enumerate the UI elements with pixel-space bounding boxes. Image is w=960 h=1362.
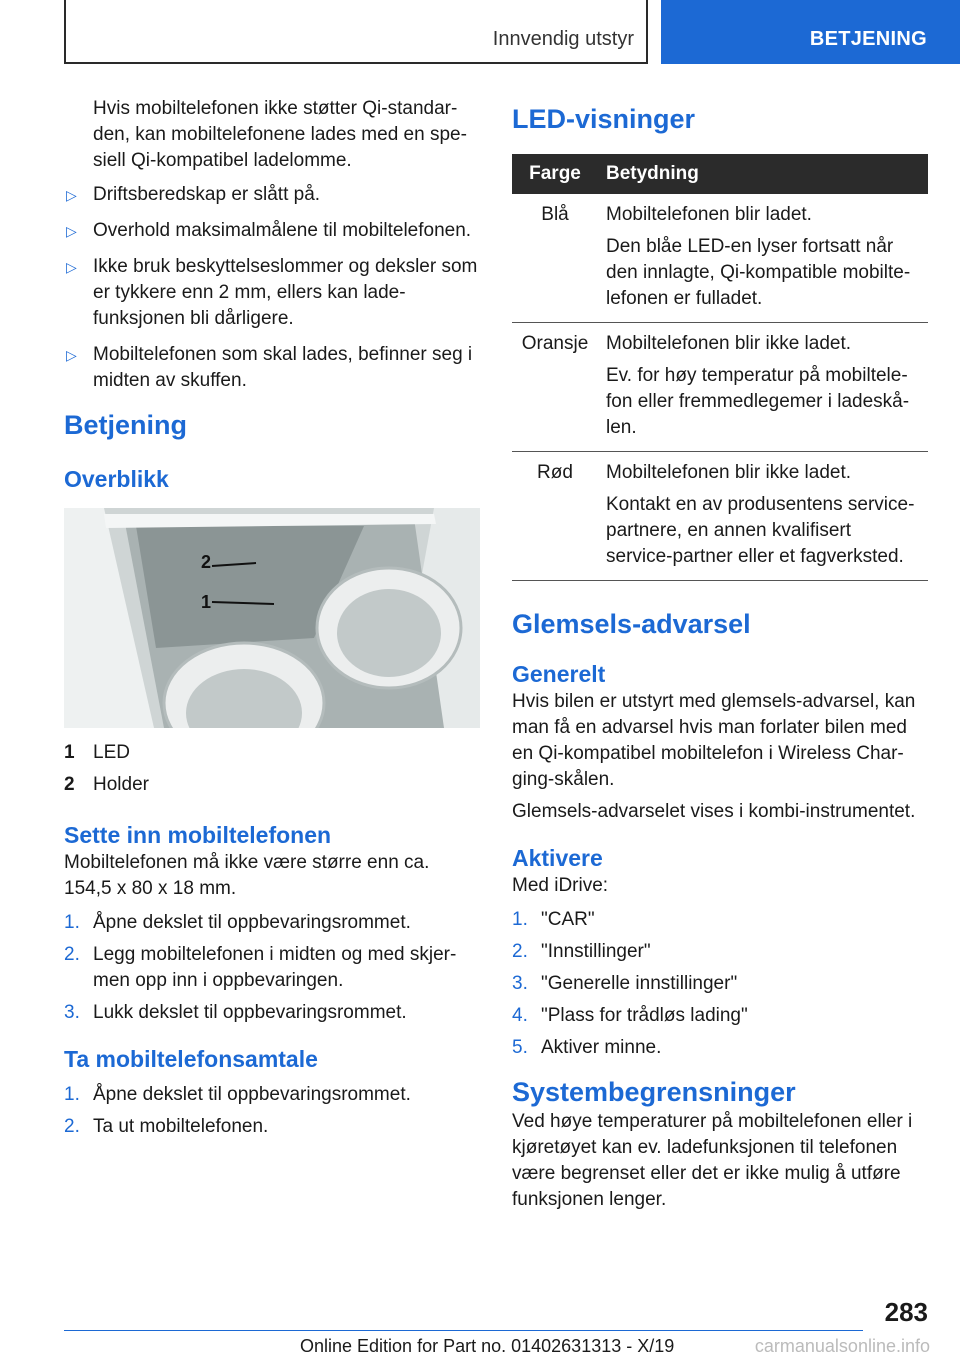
list-item: ▷ Mobiltelefonen som skal lades, befinner seg i midten av skuffen. — [66, 344, 473, 391]
list-item: ▷ Driftsberedskap er slått på. — [64, 182, 478, 208]
column-header-farge: Farge — [512, 154, 598, 194]
column-header-betydning: Betydning — [598, 154, 928, 194]
heading-generelt: Generelt — [512, 661, 606, 687]
triangle-bullet-icon: ▷ — [66, 259, 77, 275]
requirements-list — [64, 182, 478, 394]
table-header-row — [512, 154, 928, 194]
charging-tray-drawing — [64, 508, 480, 728]
heading-overblikk: Overblikk — [64, 466, 169, 492]
triangle-bullet-icon: ▷ — [66, 347, 77, 363]
figure-callout-2: 2 — [201, 552, 212, 572]
list-item: 1. "CAR" — [512, 909, 595, 930]
list-item: 5. Aktiver minne. — [512, 1037, 662, 1058]
call-steps — [64, 1082, 478, 1140]
charging-tray-illustration — [64, 508, 480, 728]
heading-sette-inn: Sette inn mobiltelefonen — [64, 822, 332, 848]
list-item: 2. Ta ut mobiltelefonen. — [64, 1116, 269, 1137]
size-paragraph: Mobiltelefonen må ikke være større enn ca. 154,5 x 80 x 18 mm. — [64, 852, 430, 899]
list-item: 2. Legg mobiltelefonen i midten og med skjer-men opp inn i oppbevaringen. — [64, 944, 457, 991]
heading-systembegrensninger: Systembegrensninger — [512, 1077, 796, 1107]
generelt-paragraph-1: Hvis bilen er utstyrt med glemsels-advarsel, kan man få en advarsel hvis man forlater bilen med en Qi-kompatibel mobiltelefon i Wireless Char-ging-skålen. — [512, 691, 916, 790]
heading-aktivere: Aktivere — [512, 845, 603, 871]
table-row: Oransje Mobiltelefonen blir ikke ladet. Ev. for høy temperatur på mobiltele-fon eller fremmedlegemer i ladeskå-len. — [512, 323, 928, 452]
legend-row: 1 LED — [64, 742, 130, 763]
page-number: 283 — [884, 1297, 928, 1327]
watermark: carmanualsonline.info — [754, 1336, 930, 1356]
insert-steps — [64, 910, 478, 1026]
led-table — [512, 154, 928, 581]
list-item: ▷ Ikke bruk beskyttelseslommer og deksler som er tykkere enn 2 mm, ellers kan lade-funksjonen bli dårligere. — [66, 256, 478, 329]
aktivere-intro: Med iDrive: — [512, 875, 609, 896]
figure-callout-1: 1 — [201, 592, 212, 612]
heading-ta-samtale: Ta mobiltelefonsamtale — [64, 1046, 318, 1072]
list-item: 1. Åpne dekslet til oppbevaringsrommet. — [64, 1084, 411, 1105]
footer-divider — [64, 1330, 863, 1331]
list-item: ▷ Overhold maksimalmålene til mobiltelefonen. — [64, 218, 478, 244]
legend-row: 2 Holder — [64, 774, 149, 795]
edition-note: Online Edition for Part no. 01402631313 - X/19 — [300, 1336, 675, 1356]
header-chapter-title: BETJENING — [809, 28, 927, 50]
list-item: 3. "Generelle innstillinger" — [512, 973, 738, 994]
list-item: 2. "Innstillinger" — [512, 941, 651, 962]
list-item: 1. Åpne dekslet til oppbevaringsrommet. — [64, 912, 411, 933]
generelt-paragraph-2: Glemsels-advarselet vises i kombi-instrumentet. — [512, 801, 916, 822]
triangle-bullet-icon: ▷ — [66, 223, 77, 239]
header-section-title: Innvendig utstyr — [492, 28, 634, 50]
heading-glemsels: Glemsels-advarsel — [512, 609, 751, 639]
heading-led-visninger: LED-visninger — [512, 104, 696, 134]
header-chapter-tab — [661, 0, 960, 64]
intro-paragraph: Hvis mobiltelefonen ikke støtter Qi-standar-den, kan mobiltelefonene lades med en spe-siell Qi-kompatibel ladelomme. — [93, 98, 467, 171]
left-column — [64, 96, 478, 1146]
triangle-bullet-icon: ▷ — [66, 187, 77, 203]
list-item: 3. Lukk dekslet til oppbevaringsrommet. — [64, 1002, 407, 1023]
activate-steps — [512, 907, 928, 1061]
heading-betjening: Betjening — [64, 410, 188, 440]
table-row: Blå Mobiltelefonen blir ladet. Den blåe LED-en lyser fortsatt når den innlagte, Qi-kompatible mobilte-lefonen er fulladet. — [512, 194, 928, 323]
header-section-tab — [64, 0, 648, 64]
list-item: 4. "Plass for trådløs lading" — [512, 1005, 748, 1026]
figure-legend — [64, 740, 478, 798]
system-paragraph: Ved høye temperaturer på mobiltelefonen eller i kjøretøyet kan ev. ladefunksjonen til telefonen være begrenset eller det er ikke mulig å utføre funksjonen lenger. — [512, 1111, 913, 1210]
right-column — [512, 96, 928, 1213]
table-row: Rød Mobiltelefonen blir ikke ladet. Kontakt en av produsentens service-partnere, en annen kvalifisert service-partner eller et fagverksted. — [512, 452, 928, 581]
